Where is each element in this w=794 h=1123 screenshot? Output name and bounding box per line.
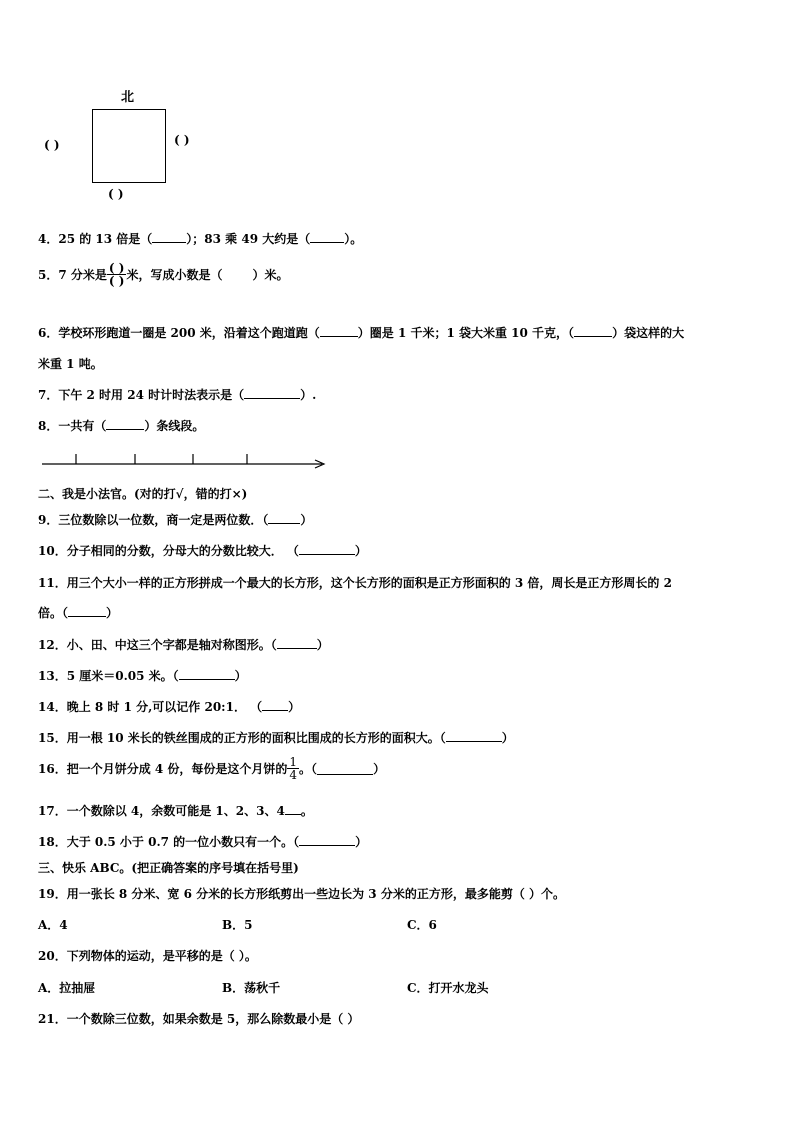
- fraction-one-quarter: $\frac{1}{4}$: [289, 755, 298, 782]
- answer-blank[interactable]: [320, 324, 358, 337]
- question-19: 19．用一张长 8 分米、宽 6 分米的长方形纸剪出一些边长为 3 分米的正方形，最多能剪（ ）个。: [38, 887, 565, 901]
- answer-blank[interactable]: [68, 604, 106, 617]
- choice-b[interactable]: B．荡秋千: [222, 981, 281, 995]
- choice-b[interactable]: B．5: [222, 918, 253, 932]
- question-6-line-1: 6．学校环形跑道一圈是 200 米，沿着这个跑道跑（ ）圈是 1 千米；1 袋大米重 10 千克，（ ）袋这样的大: [38, 326, 685, 340]
- compass-north-label: 北: [121, 90, 135, 105]
- question-9: 9．三位数除以一位数，商一定是两位数．（ ）: [38, 513, 313, 527]
- answer-blank[interactable]: [446, 729, 502, 742]
- compass-square: [92, 109, 166, 183]
- question-8: 8．一共有（ ）条线段。: [38, 419, 205, 433]
- question-7: 7．下午 2 时用 24 时计时法表示是（ ）.: [38, 388, 317, 402]
- question-15: 15．用一根 10 米长的铁丝围成的正方形的面积比围成的长方形的面积大。（ ）: [38, 731, 514, 745]
- question-5: 5．7 分米是 $\frac{( )}{( )}$ 米，写成小数是（ ）米。: [38, 261, 289, 288]
- section-3-heading: 三、快乐 ABC。(把正确答案的序号填在括号里): [38, 861, 299, 875]
- question-10: 10．分子相同的分数，分母大的分数比较大． （ ）: [38, 544, 367, 558]
- question-17: 17．一个数除以 4，余数可能是 1、2、3、4 。: [38, 804, 313, 818]
- answer-blank[interactable]: [299, 833, 355, 846]
- answer-blank[interactable]: [244, 386, 300, 399]
- compass-east-blank: ( ): [174, 133, 190, 147]
- question-20: 20．下列物体的运动，是平移的是（ ）。: [38, 949, 257, 963]
- question-4: 4．25 的 13 倍是（ ）；83 乘 49 大约是（ ）。: [38, 232, 363, 246]
- question-11-line-2: 倍。（ ）: [38, 606, 119, 620]
- answer-blank[interactable]: [299, 542, 355, 555]
- question-6-line-2: 米重 1 吨。: [38, 357, 103, 371]
- answer-blank[interactable]: [277, 636, 317, 649]
- question-16: 16．把一个月饼分成 4 份，每份是这个月饼的 $\frac{1}{4}$ 。（ ）: [38, 755, 386, 782]
- compass-south-blank: ( ): [108, 187, 124, 201]
- answer-blank[interactable]: [152, 230, 186, 243]
- fraction-blank[interactable]: $\frac{( )}{( )}$: [108, 261, 125, 288]
- answer-blank[interactable]: [574, 324, 612, 337]
- answer-blank[interactable]: [317, 762, 373, 775]
- choice-a[interactable]: A．4: [38, 918, 68, 932]
- question-18: 18．大于 0.5 小于 0.7 的一位小数只有一个。（ ）: [38, 835, 368, 849]
- answer-blank[interactable]: [106, 417, 144, 430]
- question-12: 12．小、田、中这三个字都是轴对称图形。（ ）: [38, 638, 329, 652]
- question-21: 21．一个数除三位数，如果余数是 5，那么除数最小是（ ）: [38, 1012, 360, 1026]
- compass-west-blank: ( ): [44, 138, 60, 152]
- section-2-heading: 二、我是小法官。(对的打√，错的打×): [38, 487, 248, 501]
- line-segment-figure: [40, 452, 330, 472]
- answer-blank[interactable]: [285, 802, 301, 815]
- answer-blank[interactable]: [268, 511, 300, 524]
- answer-blank[interactable]: [179, 667, 235, 680]
- question-13: 13．5 厘米＝0.05 米。（ ）: [38, 669, 247, 683]
- choice-c[interactable]: C．打开水龙头: [407, 981, 489, 995]
- answer-blank[interactable]: [310, 230, 344, 243]
- question-14: 14．晚上 8 时 1 分,可以记作 20:1． （ ）: [38, 700, 301, 714]
- choice-a[interactable]: A．拉抽屉: [38, 981, 96, 995]
- choice-c[interactable]: C．6: [407, 918, 437, 932]
- answer-blank[interactable]: [222, 269, 252, 281]
- question-11-line-1: 11．用三个大小一样的正方形拼成一个最大的长方形，这个长方形的面积是正方形面积的 3 倍，周长是正方形周长的 2: [38, 576, 672, 590]
- answer-blank[interactable]: [262, 698, 288, 711]
